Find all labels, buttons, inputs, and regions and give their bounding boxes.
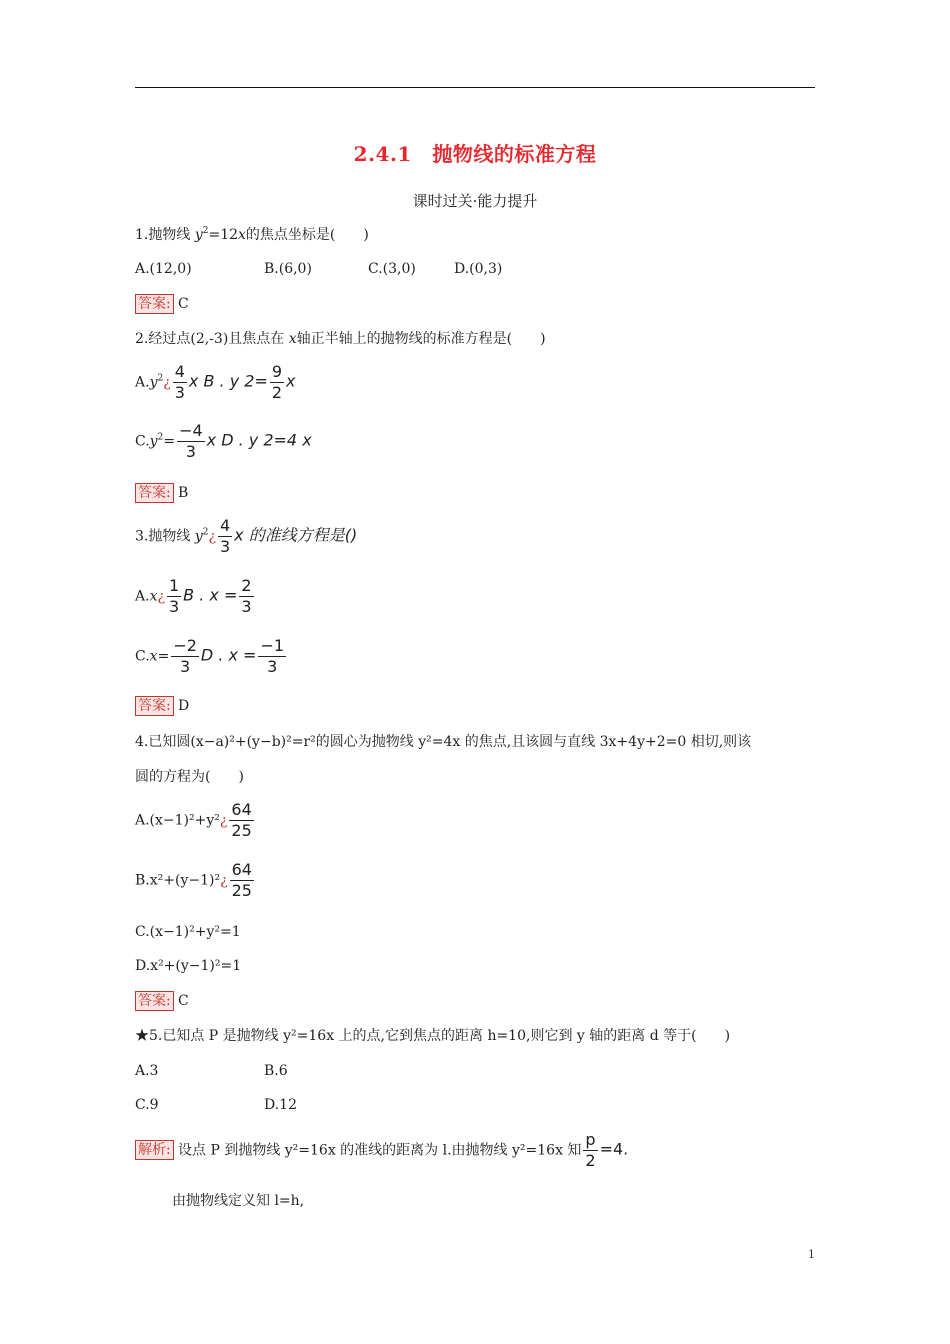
q2-option-c-fraction: $\frac{-4}{3}$ <box>179 421 203 461</box>
page-subtitle: 课时过关·能力提升 <box>412 192 538 210</box>
q3-answer-label: 答案: <box>135 696 174 716</box>
q4-option-a: A.(x−1)²+y²¿ $\frac{64}{25}$ <box>135 800 252 840</box>
header-rule <box>135 87 815 88</box>
q1-answer-value: C <box>178 296 189 312</box>
q3-stem: 3.抛物线 $y^2¿$ $\frac{4}{3}$ x 的准线方程是() <box>135 516 358 556</box>
q3-options-cd: C.x= $\frac{-2}{3}$ D . x = $\frac{-1}{3}$ <box>135 636 285 676</box>
q4-stem-line1: 4.已知圆(x−a)²+(y−b)²=r²的圆心为抛物线 y²=4x 的焦点,且该圆与直线 3x+4y+2=0 相切,则该 <box>135 734 752 750</box>
q3-option-c-fraction: $\frac{-2}{3}$ <box>173 636 197 676</box>
q2-options-ab: $A.y^2¿$ $\frac{4}{3}$ x B . y 2= $\frac{9}{2}$ x <box>135 362 296 402</box>
q1-option-b: B.(6,0) <box>264 261 312 277</box>
q2-answer-value: B <box>178 485 189 501</box>
page-number: 1 <box>808 1248 815 1261</box>
q4-answer-label: 答案: <box>135 991 174 1011</box>
q3-stem-fraction: $\frac{4}{3}$ <box>219 516 231 556</box>
q2-option-a-fraction: $\frac{4}{3}$ <box>174 362 185 402</box>
page-title: 2.4.1 抛物线的标准方程 <box>353 142 597 166</box>
q1-option-d: D.(0,3) <box>454 261 503 277</box>
q4-option-b-fraction: $\frac{64}{25}$ <box>231 860 252 900</box>
q1-option-a: A.(12,0) <box>135 261 192 277</box>
q5-option-b: B.6 <box>264 1063 288 1079</box>
q2-options-cd: $C.y^2=$ $\frac{-4}{3}$ x D . y 2=4 x <box>135 421 312 461</box>
q4-option-d: D.x²+(y−1)²=1 <box>135 958 242 974</box>
q2-stem: 2.经过点(2,-3)且焦点在 x轴正半轴上的抛物线的标准方程是( ) <box>135 331 546 347</box>
q2-option-b-fraction: $\frac{9}{2}$ <box>271 362 283 402</box>
q4-answer-value: C <box>178 993 189 1009</box>
q4-option-c: C.(x−1)²+y²=1 <box>135 924 241 940</box>
q4-option-b: B.x²+(y−1)²¿ $\frac{64}{25}$ <box>135 860 252 900</box>
q1-option-c: C.(3,0) <box>368 261 416 277</box>
q3-option-d-fraction: $\frac{-1}{3}$ <box>260 636 285 676</box>
q4-stem-line2: 圆的方程为( ) <box>135 769 244 785</box>
q3-answer-value: D <box>178 698 190 714</box>
q5-analysis-label: 解析: <box>135 1140 174 1160</box>
q3-option-a-fraction: $\frac{1}{3}$ <box>168 576 180 616</box>
q3-option-b-fraction: $\frac{2}{3}$ <box>241 576 252 616</box>
q5-analysis-line2: 由抛物线定义知 l=h, <box>172 1193 305 1209</box>
q2-answer-label: 答案: <box>135 483 174 503</box>
q5-analysis-fraction: $\frac{p}{2}$ <box>585 1130 596 1170</box>
q5-analysis-line1: 设点 P 到抛物线 y²=16x 的准线的距离为 l.由抛物线 y²=16x 知 $\frac{p}{2}$ =4. <box>178 1130 629 1170</box>
q5-option-d: D.12 <box>264 1097 297 1113</box>
q5-option-c: C.9 <box>135 1097 159 1113</box>
q1-answer-label: 答案: <box>135 294 174 314</box>
q4-option-a-fraction: $\frac{64}{25}$ <box>231 800 252 840</box>
q5-option-a: A.3 <box>135 1063 159 1079</box>
q3-options-ab: A.x¿ $\frac{1}{3}$ B . x = $\frac{2}{3}$ <box>135 576 252 616</box>
q5-stem: ★5.已知点 P 是抛物线 y²=16x 上的点,它到焦点的距离 h=10,则它到 y 轴的距离 d 等于( ) <box>135 1028 731 1044</box>
q1-stem: 1.抛物线 $y^2=12x$的焦点坐标是( ) <box>135 226 369 243</box>
